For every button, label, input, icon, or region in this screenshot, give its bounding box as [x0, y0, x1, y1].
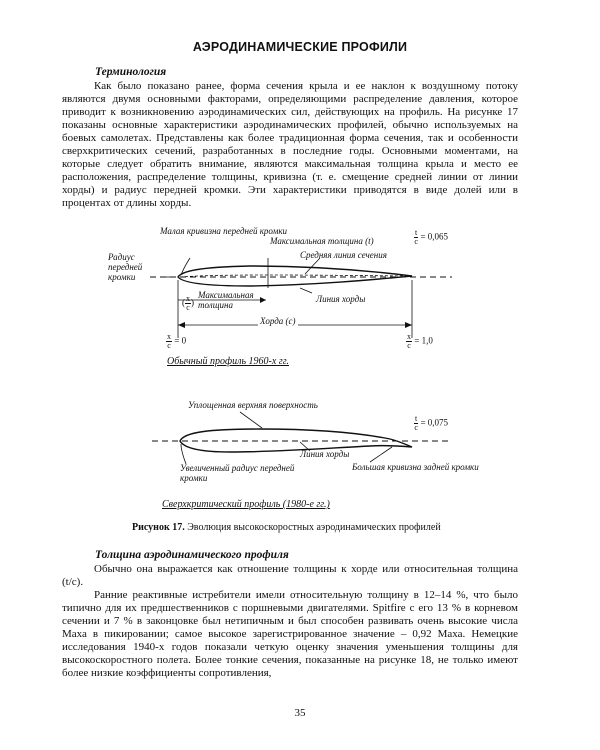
figure-caption-text: Эволюция высокоскоростных аэродинамических профилей [187, 522, 441, 533]
xc-fraction [185, 295, 191, 312]
figure-caption [132, 522, 441, 533]
label-le-camber: Малая кривизна передней кромки [160, 226, 288, 236]
label-xc-one [406, 333, 433, 350]
ratio-value-bottom: = 0,075 [420, 417, 449, 428]
xc-numerator: x [186, 294, 190, 303]
xc-denominator: c [186, 303, 190, 312]
paragraph-thickness [62, 563, 518, 680]
ratio-numerator: t [415, 228, 418, 237]
paragraph-text: Как было показано ранее, форма сечения крыла и ее наклон к воздушному потоку являются двумя основными факторами, определяющими распределение давления, которое приводит к возникновению аэродинамических сил, действующих на профиль. На рисунке 17 показаны основные характеристики аэродинамических профилей, обычно используемых на боевых самолетах. Представлены как более традиционная форма сечения, так и особенности сверхкритических сечений, разработанных в последние годы. Основными моментами, на которые следует обратить внимание, являются максимальная толщина крыла и место ее расположения, распределение толщины, кривизна (т. е. смещение средней линии от линии хорды) и радиус передней кромки. Эти характеристики приводятся в виде долей или в процентах от длины хорды. [62, 80, 518, 209]
label-xc-zero [166, 333, 186, 350]
section-heading-terminology: Терминология [95, 66, 167, 78]
ratio-denominator-2: c [414, 423, 418, 432]
xc-one-denominator: c [407, 341, 411, 350]
label-flat-upper: Уплощенная верхняя поверхность [188, 400, 318, 410]
conventional-airfoil-diagram [150, 258, 452, 338]
xc-one-value: = 1,0 [414, 335, 433, 346]
ratio-numerator-2: t [415, 414, 418, 423]
section-heading-thickness: Толщина аэродинамического профиля [95, 549, 289, 561]
label-increased-radius: Увеличенный радиус передней кромки [180, 463, 295, 483]
ratio-fraction-2 [414, 415, 418, 432]
chord-arrow-left [178, 322, 185, 328]
leader-mean-line [305, 258, 320, 274]
page-title: АЭРОДИНАМИЧЕСКИЕ ПРОФИЛИ [192, 40, 408, 54]
page-number: 35 [294, 707, 306, 719]
xc-one-fraction [406, 333, 412, 350]
xc-one-numerator: x [407, 332, 411, 341]
ratio-tc-bottom [414, 415, 448, 432]
ratio-denominator: c [414, 237, 418, 246]
label-te-camber: Большая кривизна задней кромки [352, 462, 479, 472]
chord-arrow-right [405, 322, 412, 328]
paragraph-thickness-2: Ранние реактивные истребители имели относительную толщину в 12–14 %, что было типично для их предшественников с поршневыми двигателями. Spitfire с его 13 % в корневом сечении и 7 % в законцовке был нетипичным и был способен развивать очень высокие числа Маха в пикировании; самое высокое зарегистрированное значение – 0,92 Маха. Немецкие исследования 1940-х годов показали четкую оценку значения уменьшения толщины для высокоскоростного полета. Более тонкие сечения, показанные на рисунке 18, не только имеют более низкие коэффициенты сопротивления, [62, 589, 518, 679]
label-le-radius: Радиус передней кромки [108, 252, 143, 282]
label-max-thickness: Максимальная толщина (t) [270, 236, 374, 246]
leader-upper [240, 412, 262, 428]
label-chord-line: Линия хорды [316, 294, 366, 304]
ratio-tc-top [414, 229, 448, 246]
xc-zero-denominator: c [167, 341, 171, 350]
figure-caption-prefix: Рисунок 17. [132, 522, 185, 533]
label-chord-line-2: Линия хорды [300, 449, 350, 459]
leader-te-camber [370, 447, 392, 462]
label-max-thickness-position: Максимальная толщина [198, 290, 254, 310]
xc-zero-numerator: x [167, 332, 171, 341]
leader-chord-line [300, 288, 312, 293]
leader-le-radius [181, 444, 186, 464]
caption-supercritical: Сверхкритический профиль (1980-е гг.) [162, 499, 330, 510]
xc-zero-fraction [166, 333, 172, 350]
xc-zero-value: = 0 [174, 335, 187, 346]
paragraph-thickness-1: Обычно она выражается как отношение толщины к хорде или относительная толщина (t/c). [62, 563, 518, 588]
label-xc-max: ( $\frac{x}{c}$ ) [182, 294, 194, 312]
label-mean-line: Средняя линия сечения [300, 250, 387, 260]
caption-conventional: Обычный профиль 1960-х гг. [167, 356, 289, 367]
ratio-value-top: = 0,065 [420, 231, 449, 242]
ratio-fraction [414, 229, 418, 246]
label-chord: Хорда (c) [260, 316, 296, 326]
